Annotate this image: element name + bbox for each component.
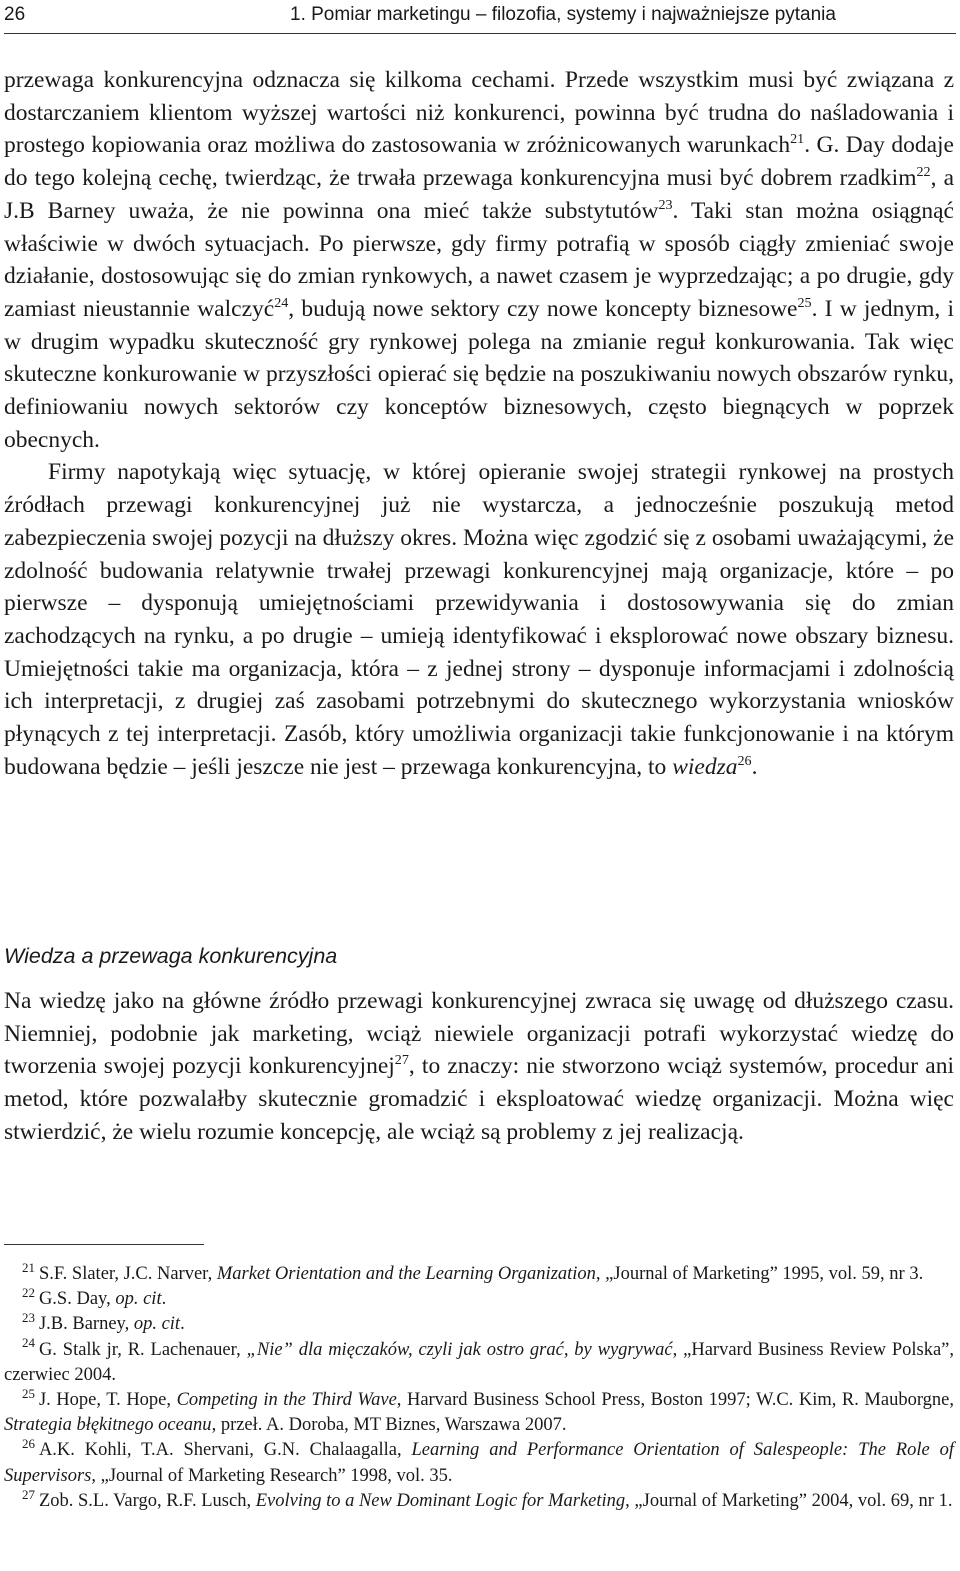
- section-heading: Wiedza a przewaga konkurencyjna: [4, 944, 338, 968]
- footnote-22: $^{22}$ G.S. Day, op. cit.: [22, 1285, 167, 1310]
- footnote-ref-22: 22: [916, 164, 931, 181]
- section-text: [4, 985, 954, 1149]
- footnote-ref-23: 23: [658, 196, 673, 213]
- footnote-ref-24: 24: [274, 295, 289, 312]
- footnotes: [4, 1259, 954, 1514]
- paragraph-1: przewaga konkurencyjna odznacza się kilkoma cechami. Przede wszystkim musi być związana z dostarczaniem klientom wyższej wartości niż konkurenci, powinna być trudna do naśladowania i prostego kopiowania oraz możliwa do zastosowania w zróżnicowanych warunkach$^{21}$. G. Day dodaje do tego kolejną cechę, twierdząc, że trwała przewaga konkurencyjna musi być dobrem rzadkim$^{22}$, a J.B Barney uważa, że nie powinna ona mieć także substytutów$^{23}$. Taki stan można osiągnąć właściwie w dwóch sytuacjach. Po pierwsze, gdy firmy potrafią w sposób ciągły zmieniać swoje działanie, dostosowując się do zmian rynkowych, a nawet czasem je wyprzedzając; a po drugie, gdy zamiast nieustannie walczyć$^{24}$, budują nowe sektory czy nowe koncepty biznesowe$^{25}$. I w jednym, i w drugim wypadku skuteczność gry rynkowej polega na zmianie reguł konkurowania. Tak więc skuteczne konkurowanie w przyszłości opierać się będzie na poszukiwaniu nowych obszarów rynku, definiowaniu nowych sektorów czy konceptów biznesowych, często biegnących w poprzek obecnych.: [4, 67, 954, 453]
- footnote-25: $^{25}$ J. Hope, T. Hope, Competing in the Third Wave, Harvard Business School Press, Boston 1997; W.C. Kim, R. Mauborgne, Strategia błękitnego oceanu, przeł. A. Doroba, MT Biznes, Warszawa 2007.: [4, 1385, 954, 1436]
- footnote-21: $^{21}$ S.F. Slater, J.C. Narver, Market Orientation and the Learning Organization, „Journal of Marketing” 1995, vol. 59, nr 3.: [22, 1259, 924, 1284]
- footnote-ref-25: 25: [797, 295, 812, 312]
- footnote-26: $^{26}$ A.K. Kohli, T.A. Shervani, G.N. Chalaagalla, Learning and Performance Orientation of Salespeople: The Role of Supervisors, „Journal of Marketing Research” 1998, vol. 35.: [4, 1436, 954, 1486]
- footnote-divider: [4, 1244, 204, 1245]
- paragraph-3: Na wiedzę jako na główne źródło przewagi konkurencyjnej zwraca się uwagę od dłuższego czasu. Niemniej, podobnie jak marketing, wciąż niewiele organizacji potrafi wykorzystać wiedzę do tworzenia swojej pozycji konkurencyjnej$^{27}$, to znaczy: nie stworzono wciąż systemów, procedur ani metod, które pozwalałby skutecznie gromadzić i eksploatować wiedzę organizacji. Można więc stwierdzić, że wielu rozumie koncepcję, ale wciąż są problemy z jej realizacją.: [4, 988, 954, 1145]
- footnote-24: $^{24}$ G. Stalk jr, R. Lachenauer, „Nie” dla mięczaków, czyli jak ostro grać, by wygrywać, „Harvard Business Review Polska”, czerwiec 2004.: [4, 1335, 954, 1385]
- page-number: 26: [4, 4, 26, 25]
- footnote-23: $^{23}$ J.B. Barney, op. cit.: [22, 1310, 185, 1335]
- paragraph-2: Firmy napotykają więc sytuację, w której opieranie swojej strategii rynkowej na prostych źródłach przewagi konkurencyjnej już nie wystarcza, a jednocześnie poszukują metod zabezpieczenia swojej pozycji na dłuższy okres. Można więc zgodzić się z osobami uważającymi, że zdolność budowania relatywnie trwałej przewagi konkurencyjnej mają organizacje, które – po pierwsze – dysponują umiejętnościami przewidywania i dostosowywania się do zmian zachodzących na rynku, a po drugie – umieją identyfikować i eksplorować nowe obszary biznesu. Umiejętności takie ma organizacja, która – z jednej strony – dysponuje informacjami i zdolnością ich interpretacji, z drugiej zaś zasobami potrzebnymi do skutecznego wykorzystania wniosków płynących z tej interpretacji. Zasób, który umożliwia organizacji takie funkcjonowanie i na którym budowana będzie – jeśli jeszcze nie jest – przewaga konkurencyjna, to wiedza$^{26}$.: [4, 459, 954, 780]
- footnote-ref-27: 27: [394, 1052, 409, 1069]
- footnote-ref-21: 21: [790, 131, 805, 148]
- footnote-ref-26: 26: [737, 752, 752, 769]
- running-header: [4, 0, 956, 34]
- footnote-27: $^{27}$ Zob. S.L. Vargo, R.F. Lusch, Evolving to a New Dominant Logic for Marketing, „Journal of Marketing” 2004, vol. 69, nr 1.: [22, 1486, 953, 1511]
- main-text: [4, 64, 954, 783]
- chapter-title: 1. Pomiar marketingu – filozofia, systemy i najważniejsze pytania: [290, 4, 836, 25]
